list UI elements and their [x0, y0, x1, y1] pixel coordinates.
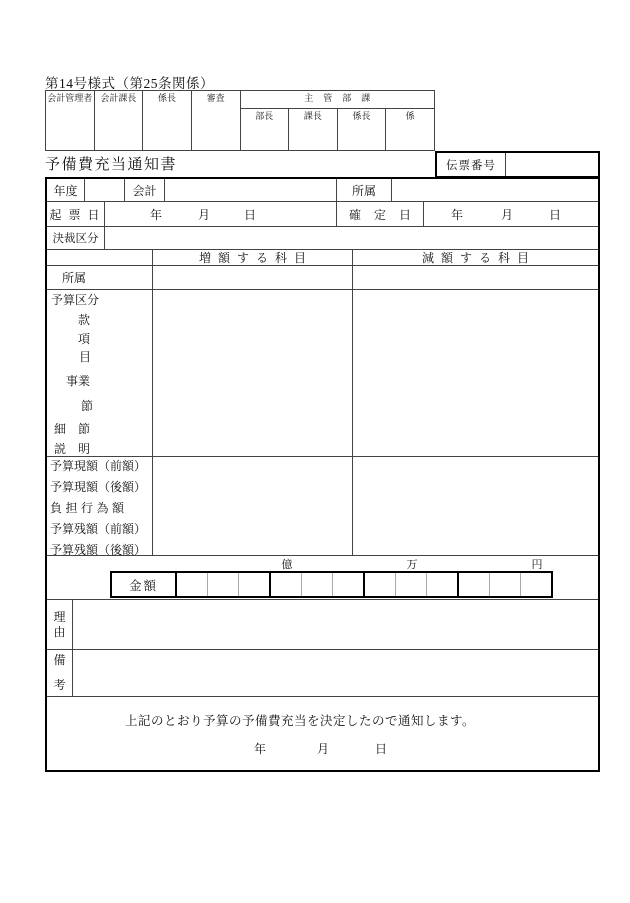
money-digit-cell [395, 573, 426, 596]
subject-header-spacer [47, 250, 153, 265]
issue-month-char: 月 [198, 207, 211, 222]
approval-stamp-table [45, 90, 435, 151]
confirm-date-field [424, 202, 598, 226]
increase-budget-field [153, 290, 353, 456]
approval-class-label: 決裁区分 [47, 227, 105, 249]
stamp-cell-dept-head: 部長 [240, 109, 289, 151]
subject-affiliation-label: 所属 [47, 266, 153, 289]
money-digit-cell [177, 573, 207, 596]
row-reason [47, 600, 598, 650]
stamp-cell-unit-head: 係長 [337, 109, 386, 151]
confirm-year-char: 年 [451, 207, 464, 222]
row-year-account [47, 179, 598, 202]
budget-label-setsu: 節 [81, 399, 94, 413]
decrease-subject-header: 減額する科目 [421, 251, 536, 265]
main-form-table [45, 177, 600, 772]
reason-field [73, 600, 598, 649]
row-subject-affiliation [47, 266, 598, 290]
row-approval-class [47, 227, 598, 250]
row-budget-amounts [47, 457, 598, 556]
amount-label-remaining-after: 予算残額（後額） [50, 543, 147, 557]
budget-amount-labels [47, 457, 153, 555]
money-digit-cell [207, 573, 238, 596]
amount-label-remaining-before: 予算残額（前額） [50, 522, 147, 536]
budget-label-ko: 項 [78, 332, 91, 346]
document-title: 予備費充当通知書 [45, 157, 178, 173]
approval-class-field [105, 227, 598, 249]
confirm-date-label: 確 定 日 [337, 202, 424, 226]
row-remarks [47, 650, 598, 697]
budget-label-kan: 款 [78, 313, 91, 327]
decrease-amount-field [353, 457, 598, 555]
increase-amount-field [153, 457, 353, 555]
money-digit-cell [426, 573, 457, 596]
footer-notice-text: 上記のとおり予算の予備費充当を決定したので通知します。 [124, 714, 475, 728]
reason-label-cell [47, 600, 73, 649]
money-box [110, 571, 553, 598]
budget-classification-labels [47, 290, 153, 456]
footer-month-char: 月 [317, 742, 330, 756]
budget-label-jigyo: 事業 [66, 374, 91, 388]
decrease-affiliation-field [353, 266, 598, 289]
issue-date-field [105, 202, 337, 226]
confirm-day-char: 日 [549, 207, 562, 222]
money-digit-cell [238, 573, 269, 596]
remarks-label: 備考 [53, 653, 66, 692]
money-digit-cells [177, 573, 551, 596]
amount-label-current-after: 予算現額（後額） [50, 480, 147, 494]
slip-number-box [435, 151, 600, 178]
slip-number-label: 伝票番号 [437, 153, 506, 176]
row-subject-headers [47, 250, 598, 266]
stamp-cell-section-head: 課長 [289, 109, 338, 151]
issue-date-label: 起 票 日 [47, 202, 105, 226]
stamp-cell-subsection-chief: 係長 [143, 91, 192, 151]
fiscal-year-label: 年度 [47, 179, 85, 201]
decrease-budget-field [353, 290, 598, 456]
slip-number-field [506, 153, 598, 176]
affiliation-field [392, 179, 598, 201]
reason-label: 理由 [53, 609, 66, 639]
stamp-cell-accounting-manager: 会計管理者 [46, 91, 95, 151]
row-footer-notice [47, 697, 598, 770]
money-digit-cell [332, 573, 363, 596]
budget-label-setsumei: 説 明 [54, 442, 91, 456]
issue-day-char: 日 [244, 207, 257, 222]
row-budget-classification [47, 290, 598, 457]
increase-affiliation-field [153, 266, 353, 289]
remarks-label-cell [47, 650, 73, 696]
stamp-group-header: 主管部課 [240, 91, 435, 109]
stamp-cell-accounting-chief: 会計課長 [94, 91, 143, 151]
amount-label-commitment: 負担行為額 [50, 501, 128, 515]
affiliation-label: 所属 [337, 179, 392, 201]
money-digit-cell [520, 573, 551, 596]
form-code-title: 第14号様式（第25条関係） [45, 76, 214, 91]
money-digit-cell [489, 573, 520, 596]
footer-date-line [47, 740, 598, 757]
confirm-month-char: 月 [501, 207, 514, 222]
footer-year-char: 年 [254, 742, 267, 756]
footer-day-char: 日 [375, 742, 388, 756]
money-digit-cell [269, 573, 301, 596]
unit-en-label: 円 [531, 559, 543, 571]
budget-label-moku: 目 [79, 350, 92, 364]
unit-oku-label: 億 [281, 559, 293, 571]
money-digit-cell [301, 573, 332, 596]
fiscal-year-field [85, 179, 125, 201]
money-digit-cell [457, 573, 489, 596]
unit-man-label: 万 [406, 559, 418, 571]
issue-year-char: 年 [150, 207, 163, 222]
account-field [165, 179, 337, 201]
budget-label-saisetsu: 細 節 [54, 422, 91, 436]
account-label: 会計 [125, 179, 165, 201]
row-money [47, 556, 598, 600]
money-label: 金額 [112, 573, 177, 596]
increase-subject-header: 増額する科目 [153, 250, 353, 265]
row-dates [47, 202, 598, 227]
budget-label-kubun: 予算区分 [51, 293, 100, 307]
stamp-cell-staff: 係 [386, 109, 435, 151]
stamp-cell-examination: 審査 [191, 91, 240, 151]
amount-label-current-before: 予算現額（前額） [50, 459, 147, 473]
remarks-field [73, 650, 598, 696]
money-digit-cell [363, 573, 395, 596]
